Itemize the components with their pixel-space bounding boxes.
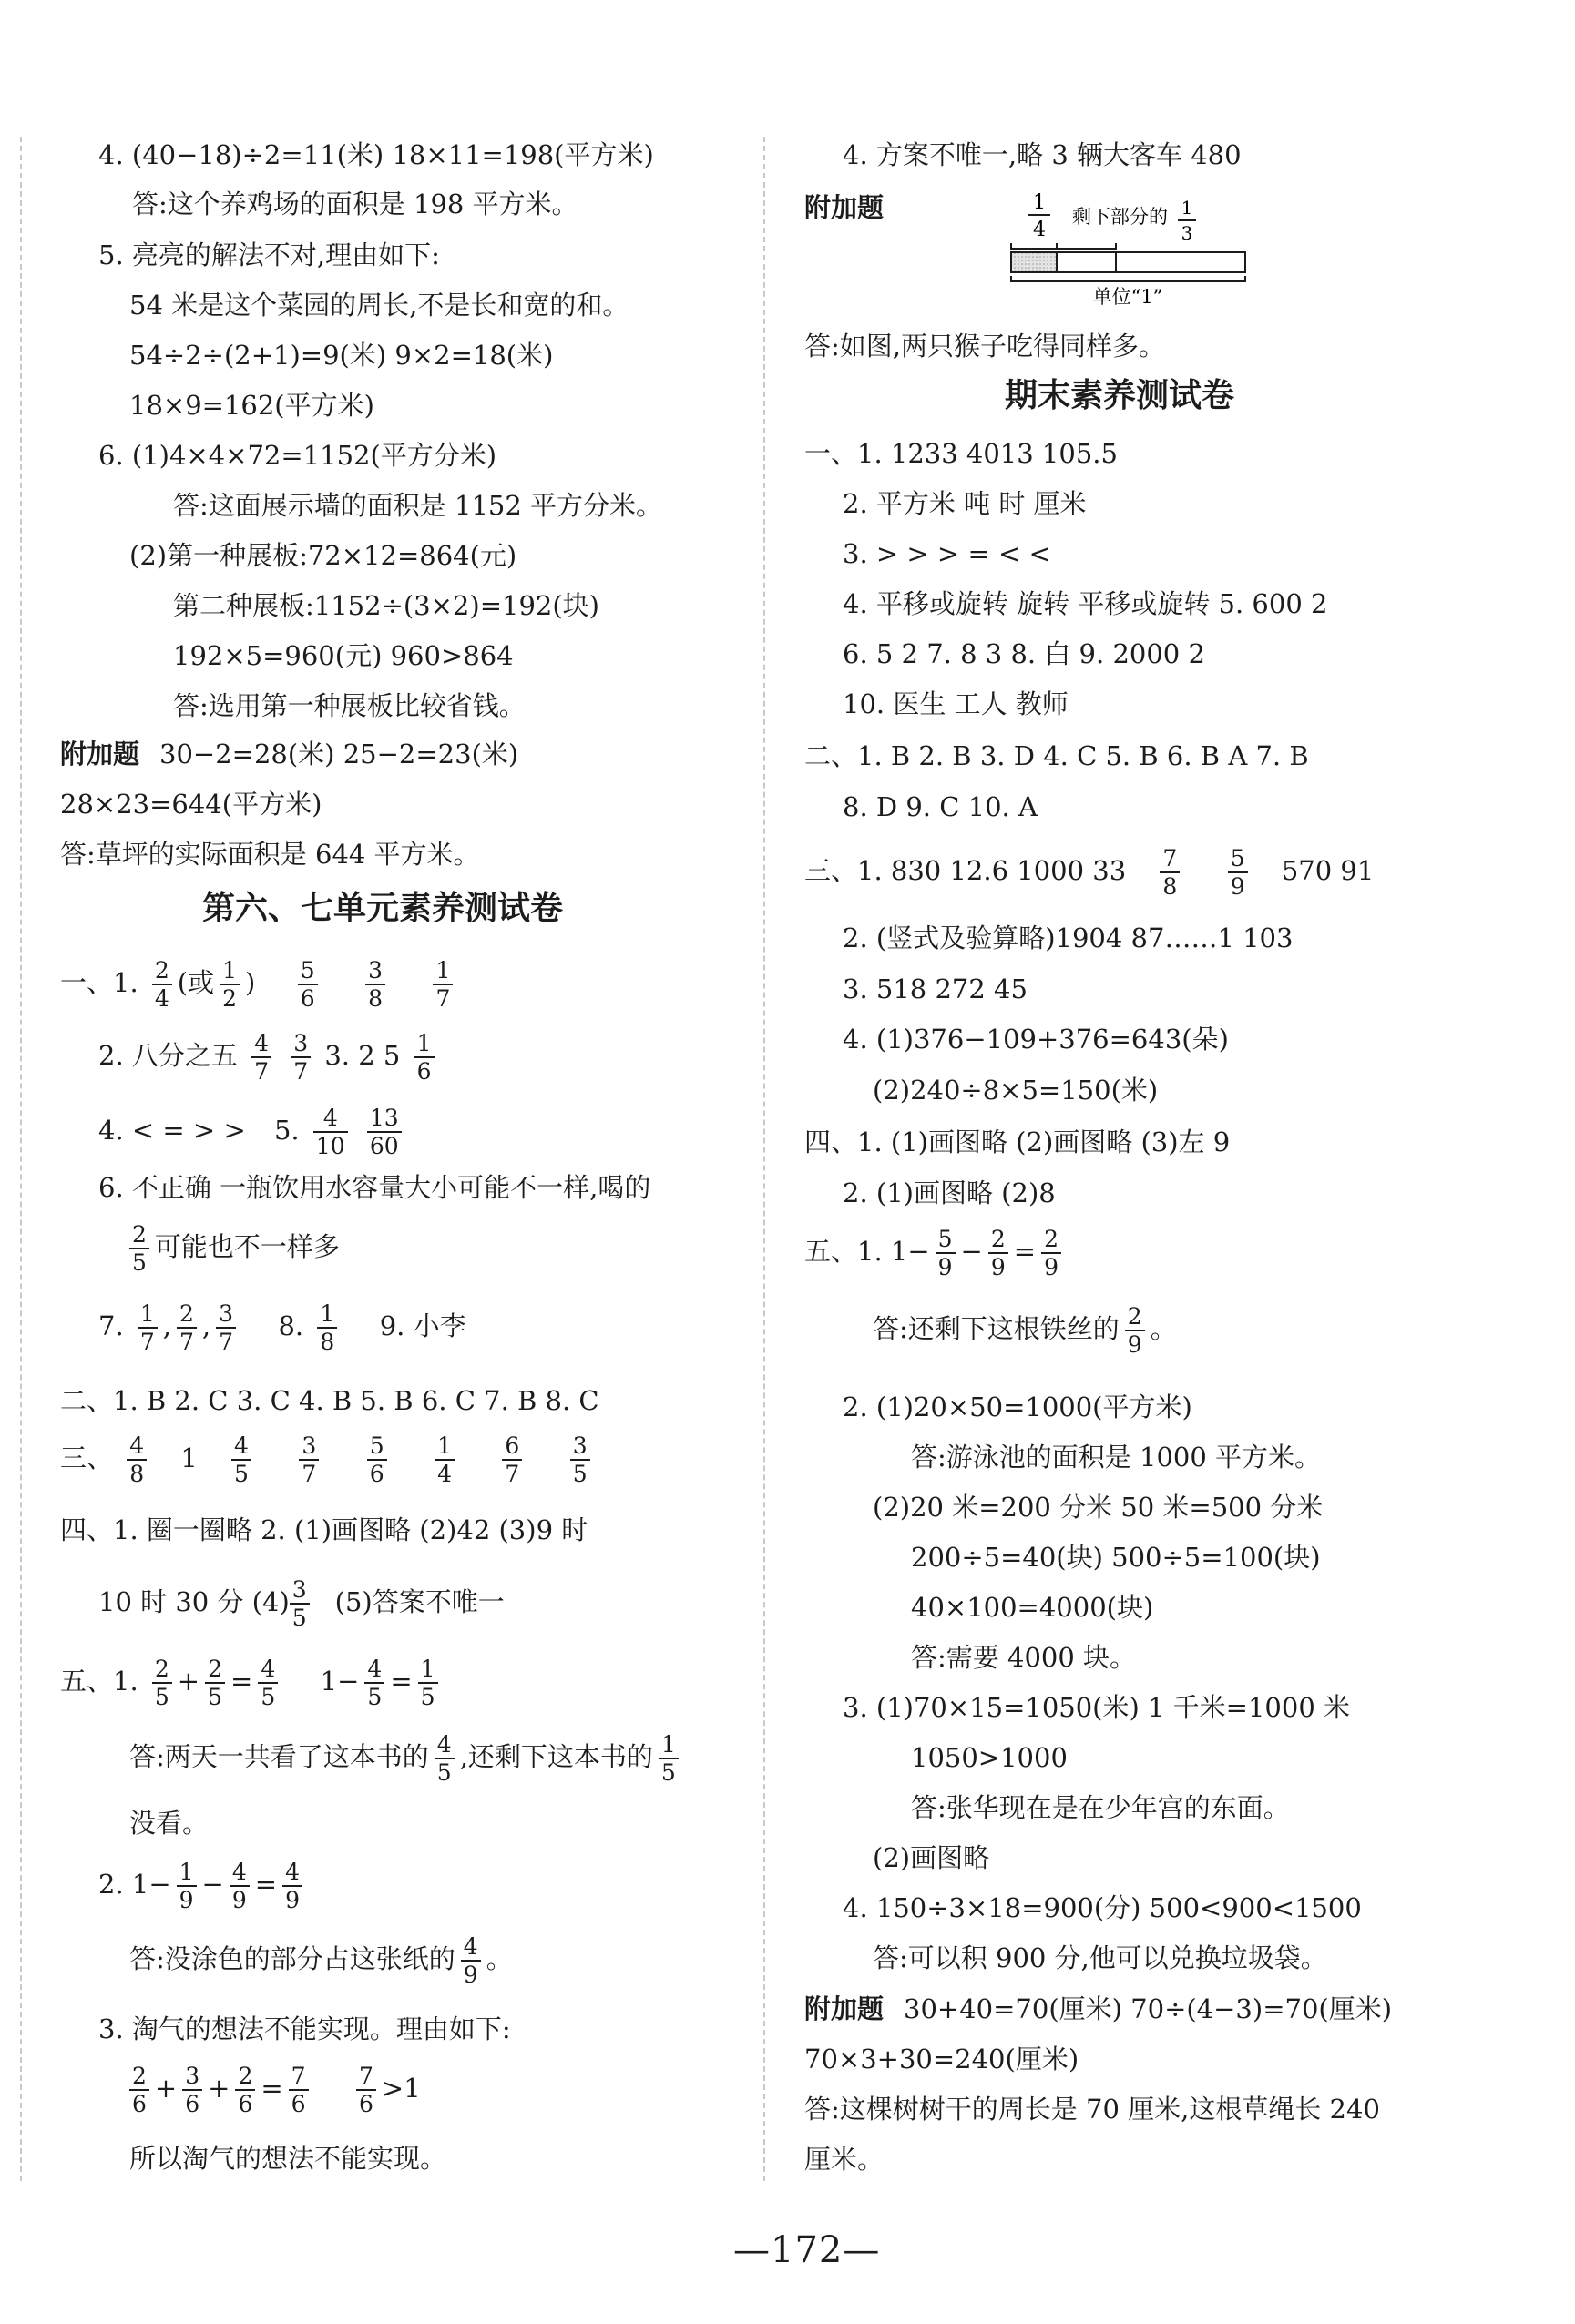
left-q6-line2: (2)第一种展板:72×12=864(元)	[129, 540, 517, 571]
right-extra2-line1: 附加题 30+40=70(厘米) 70÷(4−3)=70(厘米)	[804, 1993, 1393, 2024]
fraction: $\frac{1}{5}$	[418, 1657, 438, 1708]
left-q6-line4: 192×5=960(元) 960>864	[173, 640, 514, 671]
left-s1-q6-line2: $\frac{2}{5}$ 可能也不一样多	[129, 1218, 340, 1275]
fraction: $\frac{2}{4}$	[152, 959, 172, 1010]
left-q4-answer: 答:这个养鸡场的面积是 198 平方米。	[132, 189, 578, 219]
fraction: $\frac{1}{4}$	[435, 1434, 455, 1485]
right-s3-q4b: (2)240÷8×5=150(米)	[873, 1075, 1159, 1106]
fraction: $\frac{4}{5}$	[364, 1657, 384, 1708]
fraction: $\frac{5}{6}$	[298, 959, 318, 1010]
fraction: $\frac{3}{5}$	[290, 1578, 310, 1629]
fraction: $\frac{1}{5}$	[659, 1733, 679, 1784]
diagram-frac2-num: 1	[1181, 197, 1193, 219]
fraction: $\frac{7}{8}$	[1160, 847, 1180, 898]
diagram-bar-eaten	[1011, 252, 1057, 272]
fraction: $\frac{3}{7}$	[299, 1434, 319, 1485]
diagram-frac1-den: 4	[1033, 219, 1046, 241]
right-q4-line: 4. 方案不唯一,略 3 辆大客车 480	[843, 139, 1242, 170]
fraction: $\frac{3}{6}$	[182, 2064, 202, 2115]
left-s1-q7-q9: 7. $\frac{1}{7}$ , $\frac{2}{7}$ , $\frac{3}{7}$ 8. $\frac{1}{8}$ 9. 小李	[98, 1300, 466, 1355]
right-s3-q3: 3. 518 272 45	[843, 973, 1028, 1004]
fraction: $\frac{4}{9}$	[282, 1860, 302, 1911]
fraction: $\frac{7}{6}$	[356, 2064, 376, 2115]
left-q5-line4: 18×9=162(平方米)	[129, 390, 374, 421]
left-s4-line2: 10 时 30 分 (4) $\frac{3}{5}$ (5)答案不唯一	[98, 1576, 505, 1631]
fraction: $\frac{7}{6}$	[289, 2064, 309, 2115]
left-s4-line1: 四、1. 圈一圈略 2. (1)画图略 (2)42 (3)9 时	[60, 1514, 588, 1545]
left-s2-line: 二、1. B 2. C 3. C 4. B 5. B 6. C 7. B 8. C	[60, 1385, 599, 1416]
left-s5-q2-answer: 答:没涂色的部分占这张纸的 $\frac{4}{9}$ 。	[129, 1933, 513, 1988]
fraction: $\frac{1}{2}$	[220, 959, 240, 1010]
fraction: $\frac{3}{7}$	[216, 1302, 236, 1353]
left-s5-answer1-cont: 没看。	[129, 1808, 210, 1839]
right-s5-q2a-answer: 答:游泳池的面积是 1000 平方米。	[911, 1442, 1322, 1473]
left-extra-label: 附加题	[60, 739, 140, 770]
right-s5-q4: 4. 150÷3×18=900(分) 500<900<1500	[843, 1892, 1362, 1923]
page-number: —172—	[733, 2229, 881, 2271]
diagram-frac2-den: 3	[1181, 222, 1193, 244]
left-q5-line1: 5. 亮亮的解法不对,理由如下:	[98, 240, 440, 270]
right-s5-q2-answer: 答:需要 4000 块。	[911, 1642, 1137, 1673]
left-extra-line2: 28×23=644(平方米)	[60, 789, 322, 820]
diagram-brace-quarter	[1011, 243, 1057, 249]
right-s1-q3: 3. > > > = < <	[843, 538, 1051, 569]
left-q6-answer2: 答:选用第一种展板比较省钱。	[173, 690, 526, 721]
left-q5-line2: 54 米是这个菜园的周长,不是长和宽的和。	[129, 290, 629, 321]
right-extra2-line2: 70×3+30=240(厘米)	[804, 2044, 1079, 2074]
left-s3-line: 三、 $\frac{4}{8}$ 1 $\frac{4}{5}$ $\frac{3}{7}$ $\frac{5}{6}$ $\frac{1}{4}$ $\frac{6}{7}$ $\frac{3}{5}$	[60, 1430, 596, 1486]
fraction: $\frac{2}{9}$	[988, 1228, 1008, 1279]
left-extra-line1: 附加题 30−2=28(米) 25−2=23(米)	[60, 739, 519, 770]
fraction: $\frac{6}{7}$	[502, 1434, 522, 1485]
fraction: $\frac{3}{8}$	[365, 959, 385, 1010]
left-q6-answer1: 答:这面展示墙的面积是 1152 平方分米。	[173, 490, 663, 521]
right-s5-answer1: 答:还剩下这根铁丝的 $\frac{2}{9}$ 。	[873, 1303, 1177, 1358]
fraction: $\frac{1}{7}$	[433, 959, 453, 1010]
fraction: $\frac{13}{60}$	[367, 1106, 402, 1157]
left-s1-q4-q5: 4. < = > > 5. $\frac{4}{10}$ $\frac{13}{60}$	[98, 1102, 407, 1158]
right-s5-q4-answer: 答:可以积 900 分,他可以兑换垃圾袋。	[873, 1942, 1327, 1973]
right-s5-q2a: 2. (1)20×50=1000(平方米)	[843, 1391, 1192, 1422]
diagram-label: 剩下部分的	[1072, 206, 1168, 228]
center-divider	[763, 137, 765, 2181]
right-extra-label: 附加题	[804, 192, 885, 223]
right-s5-q3-answer: 答:张华现在是在少年宫的东面。	[911, 1792, 1290, 1823]
fraction: $\frac{3}{7}$	[291, 1032, 311, 1083]
right-s1-q2: 2. 平方米 吨 时 厘米	[843, 488, 1087, 519]
fraction: $\frac{2}{7}$	[177, 1302, 197, 1353]
right-extra-answer: 答:如图,两只猴子吃得同样多。	[804, 331, 1165, 362]
fraction: $\frac{2}{6}$	[235, 2064, 255, 2115]
fraction: $\frac{1}{6}$	[414, 1032, 435, 1083]
fraction: $\frac{5}{9}$	[1228, 847, 1248, 898]
left-q4-line1: 4. (40−18)÷2=11(米) 18×11=198(平方米)	[98, 139, 654, 170]
right-extra2-label: 附加题	[804, 1993, 885, 2024]
fraction: $\frac{4}{8}$	[127, 1434, 147, 1485]
diagram-bar-third	[1057, 252, 1116, 272]
right-s1-q1: 一、1. 1233 4013 105.5	[804, 438, 1118, 469]
right-extra2-answer1: 答:这棵树树干的周长是 70 厘米,这根草绳长 240	[804, 2094, 1380, 2125]
fraction: $\frac{4}{10}$	[313, 1106, 348, 1157]
fraction: $\frac{3}{5}$	[570, 1434, 590, 1485]
fraction: $\frac{2}{5}$	[205, 1657, 225, 1708]
right-s5-q2b: (2)20 米=200 分米 50 米=500 分米	[873, 1492, 1324, 1523]
right-s5-q3b: 1050>1000	[911, 1742, 1068, 1773]
fraction: $\frac{5}{9}$	[936, 1228, 956, 1279]
right-s3-q4a: 4. (1)376−109+376=643(朵)	[843, 1024, 1229, 1055]
right-s4-q2: 2. (1)画图略 (2)8	[843, 1177, 1056, 1208]
fraction: $\frac{4}{5}$	[258, 1657, 278, 1708]
fraction: $\frac{2}{9}$	[1125, 1305, 1145, 1356]
left-s5-q3-line2: $\frac{2}{6}$ + $\frac{3}{6}$ + $\frac{2}{6}$ = $\frac{7}{6}$ $\frac{7}{6}$ >1	[129, 2060, 421, 2116]
left-s5-q2: 2. 1− $\frac{1}{9}$ − $\frac{4}{9}$ = $\frac{4}{9}$	[98, 1856, 308, 1912]
right-s5-q3c: (2)画图略	[873, 1842, 990, 1873]
right-s2-line2: 8. D 9. C 10. A	[843, 791, 1038, 822]
right-s3-q2: 2. (竖式及验算略)1904 87……1 103	[843, 922, 1294, 953]
right-s1-q4: 4. 平移或旋转 旋转 平移或旋转 5. 600 2	[843, 588, 1328, 619]
left-extra-answer: 答:草坪的实际面积是 644 平方米。	[60, 839, 480, 870]
right-s5-q1: 五、1. 1− $\frac{5}{9}$ − $\frac{2}{9}$ = $\frac{2}{9}$	[804, 1223, 1067, 1279]
right-s3-q1: 三、1. 830 12.6 1000 33 $\frac{7}{8}$ $\frac{5}{9}$ 570 91	[804, 845, 1375, 900]
fraction: $\frac{2}{6}$	[129, 2064, 149, 2115]
diagram-brace-third	[1057, 243, 1116, 249]
fraction: $\frac{5}{6}$	[367, 1434, 387, 1485]
fraction: $\frac{1}{9}$	[177, 1860, 197, 1911]
fraction: $\frac{4}{9}$	[461, 1935, 481, 1986]
fraction-bar-diagram	[1007, 187, 1253, 305]
fraction: $\frac{2}{9}$	[1041, 1228, 1061, 1279]
fraction: $\frac{4}{5}$	[435, 1733, 455, 1784]
fraction: $\frac{1}{7}$	[138, 1302, 158, 1353]
left-q6-line3: 第二种展板:1152÷(3×2)=192(块)	[173, 590, 599, 621]
left-s1-q2-q3: 2. 八分之五 $\frac{4}{7}$ $\frac{3}{7}$ 3. 2 5 $\frac{1}{6}$	[98, 1027, 440, 1084]
right-s1-q6: 6. 5 2 7. 8 3 8. 白 9. 2000 2	[843, 638, 1205, 669]
fraction: $\frac{2}{5}$	[129, 1223, 149, 1274]
fraction: $\frac{4}{5}$	[231, 1434, 251, 1485]
fraction: $\frac{2}{5}$	[152, 1657, 172, 1708]
left-q5-line3: 54÷2÷(2+1)=9(米) 9×2=18(米)	[129, 340, 554, 371]
right-s5-q2d: 40×100=4000(块)	[911, 1592, 1154, 1623]
diagram-bar-rest	[1116, 252, 1245, 272]
left-s5-q1: 五、1. $\frac{2}{5}$ + $\frac{2}{5}$ = $\frac{4}{5}$ 1− $\frac{4}{5}$ = $\frac{1}{5}$	[60, 1653, 444, 1709]
right-extra2-answer2: 厘米。	[804, 2144, 885, 2175]
left-section-title: 第六、七单元素养测试卷	[202, 890, 564, 927]
left-s1-q1: 一、1. $\frac{2}{4}$ (或 $\frac{1}{2}$ ) $\frac{5}{6}$ $\frac{3}{8}$ $\frac{1}{7}$	[60, 954, 458, 1011]
left-s5-answer1: 答:两天一共看了这本书的 $\frac{4}{5}$ ,还剩下这本书的 $\frac{1}{5}$	[129, 1728, 684, 1785]
left-s5-q3-line1: 3. 淘气的想法不能实现。理由如下:	[98, 2013, 511, 2044]
right-s5-q2c: 200÷5=40(块) 500÷5=100(块)	[911, 1542, 1321, 1573]
diagram-unit-label: 单位“1”	[1092, 286, 1163, 305]
fraction: $\frac{4}{9}$	[230, 1860, 250, 1911]
left-s1-q6-line1: 6. 不正确 一瓶饮用水容量大小可能不一样,喝的	[98, 1172, 651, 1203]
right-s1-q10: 10. 医生 工人 教师	[843, 688, 1069, 719]
right-section-title: 期末素养测试卷	[1005, 377, 1235, 414]
right-s4-q1: 四、1. (1)画图略 (2)画图略 (3)左 9	[804, 1126, 1231, 1157]
right-s5-q3a: 3. (1)70×15=1050(米) 1 千米=1000 米	[843, 1692, 1351, 1723]
left-s5-q3-line3: 所以淘气的想法不能实现。	[129, 2143, 447, 2174]
diagram-brace-unit	[1011, 276, 1245, 281]
diagram-frac1-num: 1	[1033, 191, 1046, 214]
right-s2-line1: 二、1. B 2. B 3. D 4. C 5. B 6. B A 7. B	[804, 740, 1309, 771]
fraction: $\frac{4}{7}$	[251, 1032, 271, 1083]
left-q6-line1: 6. (1)4×4×72=1152(平方分米)	[98, 440, 497, 471]
fraction: $\frac{1}{8}$	[317, 1302, 337, 1353]
left-margin-rule	[20, 137, 22, 2181]
